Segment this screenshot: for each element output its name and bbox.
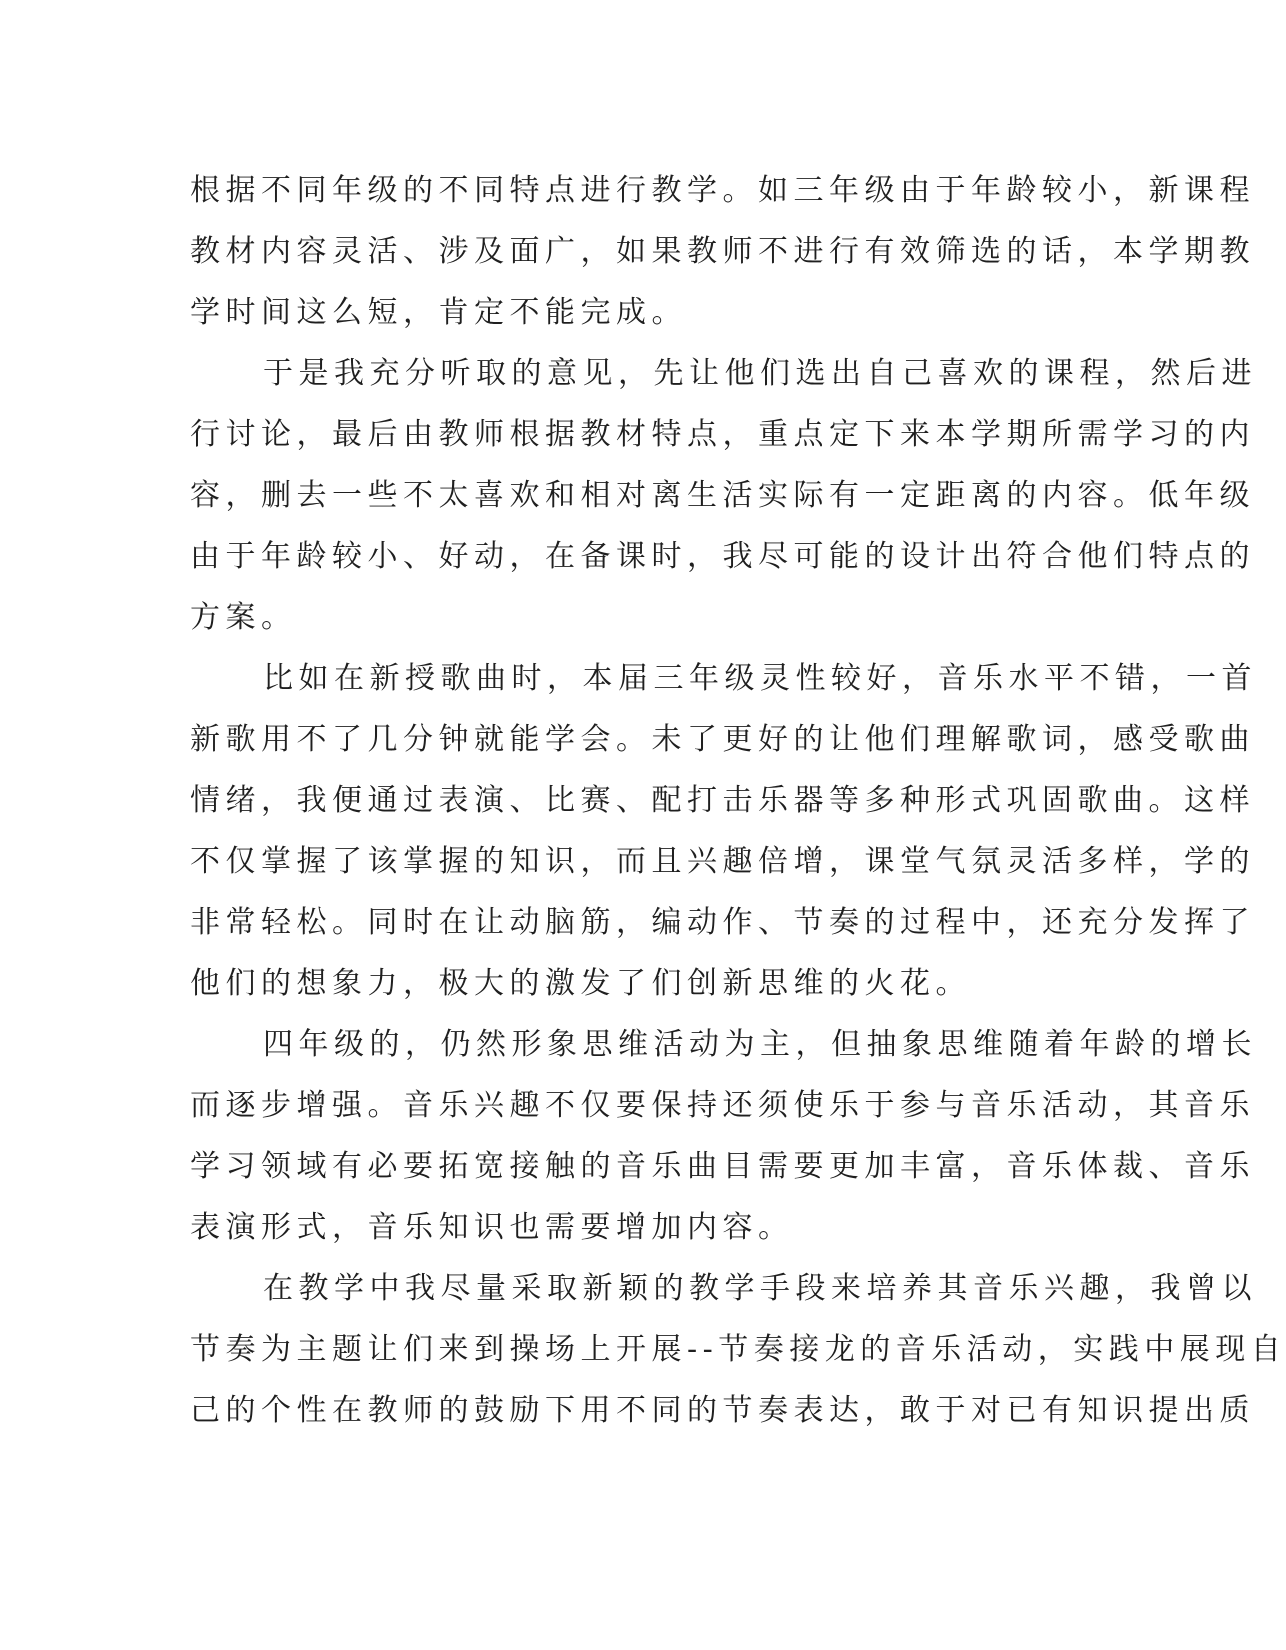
text-line: 行讨论，最后由教师根据教材特点，重点定下来本学期所需学习的内 [190,417,1255,452]
paragraph-first-line: 比如在新授歌曲时，本届三年级灵性较好，音乐水平不错，一首 [263,661,1257,696]
text-line: 新歌用不了几分钟就能学会。未了更好的让他们理解歌词，感受歌曲 [190,722,1255,757]
paragraph-first-line: 在教学中我尽量采取新颖的教学手段来培养其音乐兴趣，我曾以 [263,1271,1257,1306]
text-line: 他们的想象力，极大的激发了们创新思维的火花。 [190,966,971,1001]
text-line: 不仅掌握了该掌握的知识，而且兴趣倍增，课堂气氛灵活多样，学的 [190,844,1255,879]
text-line: 容，删去一些不太喜欢和相对离生活实际有一定距离的内容。低年级 [190,478,1255,513]
text-line: 表演形式，音乐知识也需要增加内容。 [190,1210,794,1245]
document-body [190,160,1286,1441]
text-line: 情绪，我便通过表演、比赛、配打击乐器等多种形式巩固歌曲。这样 [190,783,1255,818]
text-line: 己的个性在教师的鼓励下用不同的节奏表达，敢于对已有知识提出质 [190,1393,1255,1428]
text-line: 教材内容灵活、涉及面广，如果教师不进行有效筛选的话，本学期教 [190,234,1255,269]
text-line: 节奏为主题让们来到操场上开展--节奏接龙的音乐活动，实践中展现自 [190,1332,1286,1367]
text-line: 而逐步增强。音乐兴趣不仅要保持还须使乐于参与音乐活动，其音乐 [190,1088,1255,1123]
paragraph-first-line: 于是我充分听取的意见，先让他们选出自己喜欢的课程，然后进 [263,356,1257,391]
text-line: 非常轻松。同时在让动脑筋，编动作、节奏的过程中，还充分发挥了 [190,905,1255,940]
text-line: 由于年龄较小、好动，在备课时，我尽可能的设计出符合他们特点的 [190,539,1255,574]
text-line: 学时间这么短，肯定不能完成。 [190,295,687,330]
text-line: 方案。 [190,600,297,635]
text-line: 学习领域有必要拓宽接触的音乐曲目需要更加丰富，音乐体裁、音乐 [190,1149,1255,1184]
text-line: 根据不同年级的不同特点进行教学。如三年级由于年龄较小，新课程 [190,173,1255,208]
paragraph-first-line: 四年级的，仍然形象思维活动为主，但抽象思维随着年龄的增长 [263,1027,1257,1062]
